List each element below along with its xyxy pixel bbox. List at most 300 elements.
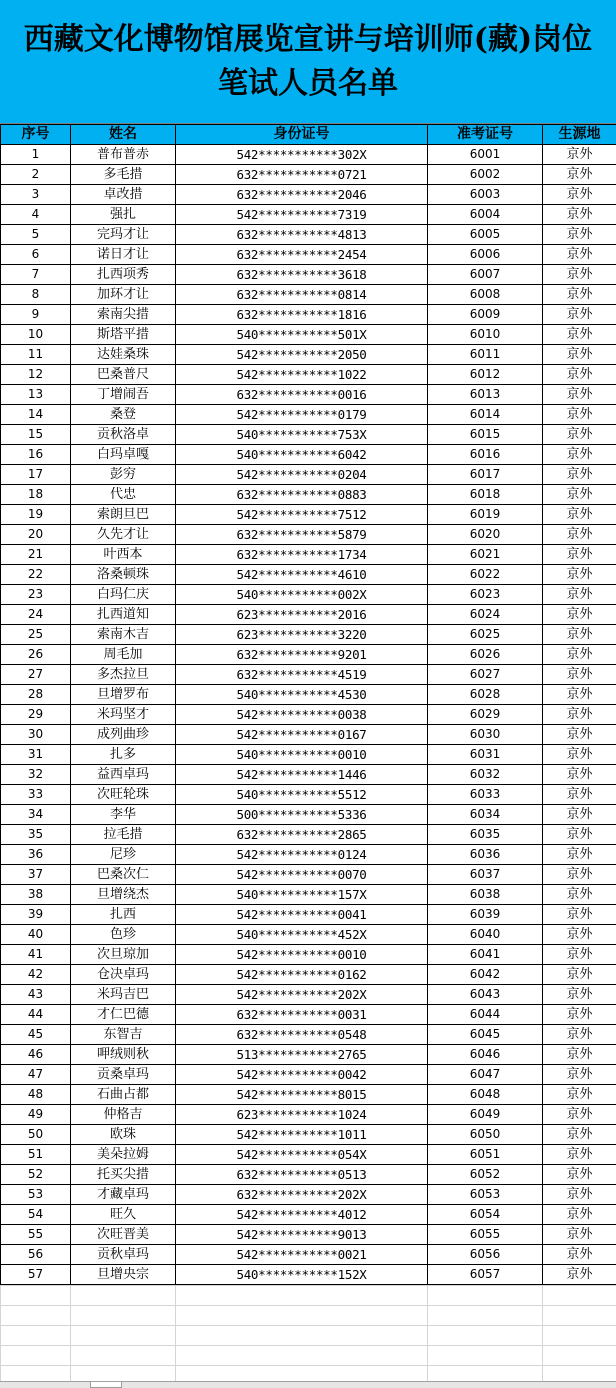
cell-name: 白玛仁庆 [71, 585, 176, 605]
cell-index: 1 [1, 145, 71, 165]
cell-name: 彭穷 [71, 465, 176, 485]
cell-index: 55 [1, 1225, 71, 1245]
cell-index: 47 [1, 1065, 71, 1085]
cell-index: 13 [1, 385, 71, 405]
cell-id-number: 542***********4610 [176, 565, 428, 585]
cell-exam-number: 6055 [428, 1225, 543, 1245]
cell-name: 米玛吉巴 [71, 985, 176, 1005]
cell-name: 次旺轮珠 [71, 785, 176, 805]
cell-origin: 京外 [543, 985, 616, 1005]
table-row [1, 985, 616, 1005]
cell-exam-number: 6005 [428, 225, 543, 245]
cell-name: 桑登 [71, 405, 176, 425]
cell-origin: 京外 [543, 325, 616, 345]
cell-name: 李华 [71, 805, 176, 825]
cell-id-number: 540***********002X [176, 585, 428, 605]
cell-id-number: 542***********0070 [176, 865, 428, 885]
cell-name: 索南尖措 [71, 305, 176, 325]
cell-exam-number: 6051 [428, 1145, 543, 1165]
cell-id-number: 632***********0721 [176, 165, 428, 185]
cell-index: 9 [1, 305, 71, 325]
table-row [1, 365, 616, 385]
cell-name: 尼珍 [71, 845, 176, 865]
cell-name: 强扎 [71, 205, 176, 225]
cell-index: 43 [1, 985, 71, 1005]
table-row [1, 585, 616, 605]
cell-exam-number: 6016 [428, 445, 543, 465]
cell-exam-number: 6015 [428, 425, 543, 445]
cell-origin: 京外 [543, 405, 616, 425]
cell-exam-number: 6033 [428, 785, 543, 805]
cell-index: 12 [1, 365, 71, 385]
cell-name: 贡桑卓玛 [71, 1065, 176, 1085]
cell-id-number: 542***********0010 [176, 945, 428, 965]
cell-name: 次旺晋美 [71, 1225, 176, 1245]
cell-exam-number: 6034 [428, 805, 543, 825]
cell-id-number: 542***********302X [176, 145, 428, 165]
cell-name: 贡秋卓玛 [71, 1245, 176, 1265]
cell-index: 44 [1, 1005, 71, 1025]
cell-exam-number: 6008 [428, 285, 543, 305]
table-header-row [1, 125, 616, 145]
cell-name: 贡秋洛卓 [71, 425, 176, 445]
cell-exam-number: 6019 [428, 505, 543, 525]
table-row [1, 1265, 616, 1285]
cell-id-number: 632***********4519 [176, 665, 428, 685]
cell-origin: 京外 [543, 1105, 616, 1125]
cell-id-number: 623***********2016 [176, 605, 428, 625]
cell-name: 多毛措 [71, 165, 176, 185]
cell-index: 46 [1, 1045, 71, 1065]
cell-id-number: 540***********501X [176, 325, 428, 345]
cell-exam-number: 6013 [428, 385, 543, 405]
candidate-table [0, 124, 616, 1285]
cell-origin: 京外 [543, 525, 616, 545]
cell-index: 36 [1, 845, 71, 865]
cell-origin: 京外 [543, 965, 616, 985]
cell-origin: 京外 [543, 625, 616, 645]
cell-exam-number: 6054 [428, 1205, 543, 1225]
table-row [1, 685, 616, 705]
cell-name: 呷绒则秋 [71, 1045, 176, 1065]
cell-origin: 京外 [543, 245, 616, 265]
table-row [1, 545, 616, 565]
cell-id-number: 632***********1734 [176, 545, 428, 565]
cell-exam-number: 6048 [428, 1085, 543, 1105]
cell-name: 普布普赤 [71, 145, 176, 165]
cell-id-number: 540***********5512 [176, 785, 428, 805]
table-row [1, 1205, 616, 1225]
cell-id-number: 632***********0814 [176, 285, 428, 305]
cell-name: 白玛卓嘎 [71, 445, 176, 465]
cell-id-number: 542***********0167 [176, 725, 428, 745]
cell-index: 57 [1, 1265, 71, 1285]
cell-id-number: 542***********0204 [176, 465, 428, 485]
cell-origin: 京外 [543, 1165, 616, 1185]
table-row [1, 1005, 616, 1025]
table-row [1, 145, 616, 165]
cell-id-number: 632***********2865 [176, 825, 428, 845]
cell-exam-number: 6014 [428, 405, 543, 425]
cell-id-number: 542***********7512 [176, 505, 428, 525]
table-row [1, 345, 616, 365]
cell-name: 卓改措 [71, 185, 176, 205]
header-index: 序号 [1, 125, 71, 145]
cell-index: 28 [1, 685, 71, 705]
table-row [1, 325, 616, 345]
cell-index: 21 [1, 545, 71, 565]
cell-origin: 京外 [543, 1145, 616, 1165]
cell-index: 38 [1, 885, 71, 905]
cell-name: 诺日才让 [71, 245, 176, 265]
cell-origin: 京外 [543, 1205, 616, 1225]
cell-origin: 京外 [543, 605, 616, 625]
cell-exam-number: 6021 [428, 545, 543, 565]
cell-name: 扎西道知 [71, 605, 176, 625]
cell-origin: 京外 [543, 1125, 616, 1145]
table-row [1, 1145, 616, 1165]
cell-id-number: 542***********7319 [176, 205, 428, 225]
cell-origin: 京外 [543, 1185, 616, 1205]
cell-name: 益西卓玛 [71, 765, 176, 785]
header-origin: 生源地 [543, 125, 616, 145]
table-row [1, 805, 616, 825]
cell-name: 代忠 [71, 485, 176, 505]
table-row [1, 1065, 616, 1085]
cell-name: 仲格吉 [71, 1105, 176, 1125]
grid-line [175, 1285, 176, 1381]
cell-origin: 京外 [543, 305, 616, 325]
grid-line [70, 1285, 71, 1381]
table-row [1, 1085, 616, 1105]
cell-name: 仓决卓玛 [71, 965, 176, 985]
table-row [1, 725, 616, 745]
cell-index: 45 [1, 1025, 71, 1045]
cell-name: 成列曲珍 [71, 725, 176, 745]
cell-index: 53 [1, 1185, 71, 1205]
cell-index: 42 [1, 965, 71, 985]
cell-origin: 京外 [543, 165, 616, 185]
table-row [1, 1045, 616, 1065]
cell-origin: 京外 [543, 225, 616, 245]
table-row [1, 225, 616, 245]
cell-exam-number: 6020 [428, 525, 543, 545]
cell-origin: 京外 [543, 705, 616, 725]
header-id-number: 身份证号 [176, 125, 428, 145]
table-row [1, 505, 616, 525]
cell-id-number: 542***********1446 [176, 765, 428, 785]
cell-exam-number: 6025 [428, 625, 543, 645]
cell-origin: 京外 [543, 825, 616, 845]
cell-exam-number: 6039 [428, 905, 543, 925]
cell-exam-number: 6037 [428, 865, 543, 885]
cell-name: 次旦琼加 [71, 945, 176, 965]
cell-name: 米玛坚才 [71, 705, 176, 725]
cell-origin: 京外 [543, 145, 616, 165]
cell-name: 索朗旦巴 [71, 505, 176, 525]
cell-index: 40 [1, 925, 71, 945]
cell-id-number: 542***********0042 [176, 1065, 428, 1085]
table-row [1, 405, 616, 425]
document-title: 西藏文化博物馆展览宣讲与培训师(藏)岗位笔试人员名单 [0, 0, 616, 124]
table-row [1, 1025, 616, 1045]
cell-id-number: 540***********6042 [176, 445, 428, 465]
table-row [1, 765, 616, 785]
cell-id-number: 542***********0021 [176, 1245, 428, 1265]
cell-exam-number: 6006 [428, 245, 543, 265]
empty-grid-area [0, 1285, 616, 1381]
cell-id-number: 542***********1011 [176, 1125, 428, 1145]
cell-name: 扎西 [71, 905, 176, 925]
cell-index: 49 [1, 1105, 71, 1125]
cell-index: 10 [1, 325, 71, 345]
table-row [1, 265, 616, 285]
cell-id-number: 632***********0883 [176, 485, 428, 505]
table-row [1, 385, 616, 405]
cell-exam-number: 6044 [428, 1005, 543, 1025]
cell-exam-number: 6040 [428, 925, 543, 945]
cell-exam-number: 6024 [428, 605, 543, 625]
cell-index: 22 [1, 565, 71, 585]
table-row [1, 485, 616, 505]
cell-index: 51 [1, 1145, 71, 1165]
cell-origin: 京外 [543, 1065, 616, 1085]
cell-index: 5 [1, 225, 71, 245]
table-row [1, 965, 616, 985]
cell-index: 29 [1, 705, 71, 725]
cell-origin: 京外 [543, 185, 616, 205]
cell-origin: 京外 [543, 905, 616, 925]
cell-origin: 京外 [543, 665, 616, 685]
cell-exam-number: 6009 [428, 305, 543, 325]
cell-name: 扎多 [71, 745, 176, 765]
cell-index: 7 [1, 265, 71, 285]
table-row [1, 1245, 616, 1265]
cell-exam-number: 6027 [428, 665, 543, 685]
cell-name: 多杰拉旦 [71, 665, 176, 685]
cell-id-number: 632***********0548 [176, 1025, 428, 1045]
cell-id-number: 540***********157X [176, 885, 428, 905]
cell-index: 15 [1, 425, 71, 445]
cell-name: 东智吉 [71, 1025, 176, 1045]
table-row [1, 185, 616, 205]
cell-index: 3 [1, 185, 71, 205]
cell-exam-number: 6029 [428, 705, 543, 725]
table-row [1, 1165, 616, 1185]
table-row [1, 245, 616, 265]
cell-exam-number: 6049 [428, 1105, 543, 1125]
cell-index: 23 [1, 585, 71, 605]
cell-index: 52 [1, 1165, 71, 1185]
cell-exam-number: 6011 [428, 345, 543, 365]
cell-exam-number: 6002 [428, 165, 543, 185]
cell-origin: 京外 [543, 885, 616, 905]
cell-exam-number: 6057 [428, 1265, 543, 1285]
table-row [1, 1225, 616, 1245]
cell-origin: 京外 [543, 645, 616, 665]
cell-origin: 京外 [543, 505, 616, 525]
cell-index: 19 [1, 505, 71, 525]
cell-name: 斯塔平措 [71, 325, 176, 345]
cell-origin: 京外 [543, 285, 616, 305]
table-row [1, 925, 616, 945]
cell-index: 37 [1, 865, 71, 885]
cell-exam-number: 6026 [428, 645, 543, 665]
cell-origin: 京外 [543, 485, 616, 505]
cell-origin: 京外 [543, 845, 616, 865]
cell-index: 30 [1, 725, 71, 745]
header-exam-number: 准考证号 [428, 125, 543, 145]
cell-id-number: 540***********753X [176, 425, 428, 445]
cell-exam-number: 6012 [428, 365, 543, 385]
cell-index: 2 [1, 165, 71, 185]
cell-index: 4 [1, 205, 71, 225]
table-row [1, 1105, 616, 1125]
cell-index: 16 [1, 445, 71, 465]
cell-name: 才仁巴德 [71, 1005, 176, 1025]
cell-exam-number: 6046 [428, 1045, 543, 1065]
cell-origin: 京外 [543, 1025, 616, 1045]
cell-index: 56 [1, 1245, 71, 1265]
cell-index: 24 [1, 605, 71, 625]
cell-name: 达娃桑珠 [71, 345, 176, 365]
cell-name: 洛桑顿珠 [71, 565, 176, 585]
cell-id-number: 632***********3618 [176, 265, 428, 285]
cell-origin: 京外 [543, 765, 616, 785]
cell-id-number: 540***********452X [176, 925, 428, 945]
cell-origin: 京外 [543, 805, 616, 825]
cell-index: 20 [1, 525, 71, 545]
cell-exam-number: 6028 [428, 685, 543, 705]
cell-id-number: 632***********0016 [176, 385, 428, 405]
cell-origin: 京外 [543, 565, 616, 585]
cell-index: 50 [1, 1125, 71, 1145]
cell-exam-number: 6036 [428, 845, 543, 865]
cell-id-number: 542***********4012 [176, 1205, 428, 1225]
cell-id-number: 542***********0162 [176, 965, 428, 985]
table-row [1, 465, 616, 485]
header-name: 姓名 [71, 125, 176, 145]
cell-exam-number: 6004 [428, 205, 543, 225]
cell-exam-number: 6023 [428, 585, 543, 605]
table-row [1, 1125, 616, 1145]
cell-origin: 京外 [543, 445, 616, 465]
cell-index: 34 [1, 805, 71, 825]
cell-id-number: 632***********2454 [176, 245, 428, 265]
cell-index: 26 [1, 645, 71, 665]
cell-id-number: 540***********4530 [176, 685, 428, 705]
cell-name: 旦增央宗 [71, 1265, 176, 1285]
table-row [1, 745, 616, 765]
cell-exam-number: 6050 [428, 1125, 543, 1145]
cell-origin: 京外 [543, 685, 616, 705]
cell-exam-number: 6045 [428, 1025, 543, 1045]
table-row [1, 825, 616, 845]
cell-id-number: 542***********0124 [176, 845, 428, 865]
cell-origin: 京外 [543, 925, 616, 945]
cell-name: 欧珠 [71, 1125, 176, 1145]
cell-origin: 京外 [543, 1225, 616, 1245]
cell-origin: 京外 [543, 945, 616, 965]
sheet-tab[interactable] [90, 1382, 122, 1388]
cell-exam-number: 6052 [428, 1165, 543, 1185]
cell-name: 旺久 [71, 1205, 176, 1225]
cell-exam-number: 6031 [428, 745, 543, 765]
cell-exam-number: 6030 [428, 725, 543, 745]
cell-origin: 京外 [543, 1265, 616, 1285]
cell-exam-number: 6001 [428, 145, 543, 165]
table-row [1, 305, 616, 325]
cell-name: 巴桑次仁 [71, 865, 176, 885]
grid-line [542, 1285, 543, 1381]
cell-id-number: 632***********202X [176, 1185, 428, 1205]
cell-exam-number: 6043 [428, 985, 543, 1005]
cell-exam-number: 6035 [428, 825, 543, 845]
table-row [1, 165, 616, 185]
table-row [1, 565, 616, 585]
cell-exam-number: 6017 [428, 465, 543, 485]
table-row [1, 665, 616, 685]
cell-origin: 京外 [543, 425, 616, 445]
cell-name: 加环才让 [71, 285, 176, 305]
table-row [1, 285, 616, 305]
cell-origin: 京外 [543, 465, 616, 485]
cell-id-number: 632***********2046 [176, 185, 428, 205]
cell-id-number: 540***********152X [176, 1265, 428, 1285]
cell-origin: 京外 [543, 345, 616, 365]
cell-exam-number: 6056 [428, 1245, 543, 1265]
cell-name: 丁增闹吾 [71, 385, 176, 405]
cell-index: 35 [1, 825, 71, 845]
cell-exam-number: 6047 [428, 1065, 543, 1085]
cell-exam-number: 6007 [428, 265, 543, 285]
cell-origin: 京外 [543, 385, 616, 405]
cell-origin: 京外 [543, 585, 616, 605]
cell-index: 6 [1, 245, 71, 265]
cell-exam-number: 6003 [428, 185, 543, 205]
cell-name: 索南木吉 [71, 625, 176, 645]
cell-exam-number: 6042 [428, 965, 543, 985]
cell-name: 完玛才让 [71, 225, 176, 245]
cell-index: 32 [1, 765, 71, 785]
cell-index: 41 [1, 945, 71, 965]
cell-origin: 京外 [543, 205, 616, 225]
table-row [1, 425, 616, 445]
table-row [1, 605, 616, 625]
cell-index: 31 [1, 745, 71, 765]
cell-name: 托买尖措 [71, 1165, 176, 1185]
cell-name: 久先才让 [71, 525, 176, 545]
table-row [1, 205, 616, 225]
cell-index: 33 [1, 785, 71, 805]
table-row [1, 705, 616, 725]
cell-name: 拉毛措 [71, 825, 176, 845]
cell-exam-number: 6032 [428, 765, 543, 785]
table-row [1, 945, 616, 965]
cell-id-number: 632***********1816 [176, 305, 428, 325]
cell-exam-number: 6018 [428, 485, 543, 505]
cell-name: 扎西项秀 [71, 265, 176, 285]
cell-id-number: 540***********0010 [176, 745, 428, 765]
table-row [1, 865, 616, 885]
cell-id-number: 623***********3220 [176, 625, 428, 645]
cell-id-number: 542***********9013 [176, 1225, 428, 1245]
cell-id-number: 542***********0179 [176, 405, 428, 425]
cell-exam-number: 6010 [428, 325, 543, 345]
cell-id-number: 632***********5879 [176, 525, 428, 545]
table-row [1, 625, 616, 645]
cell-origin: 京外 [543, 745, 616, 765]
